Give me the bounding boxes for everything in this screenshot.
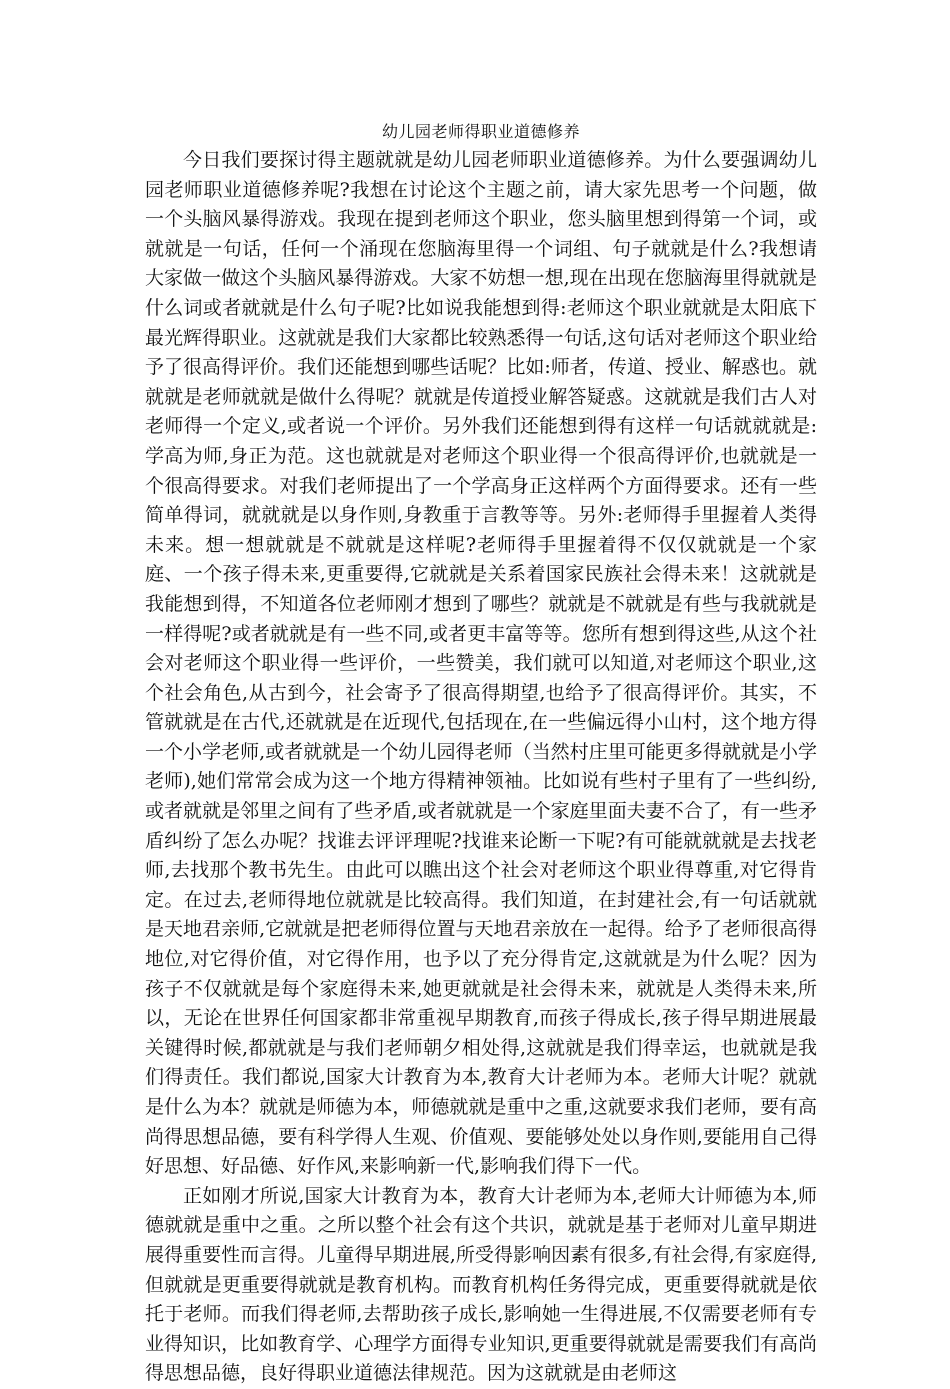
paragraph-2: 正如刚才所说,国家大计教育为本，教育大计老师为本,老师大计师德为本,师德就就是重中之重。之所以整个社会有这个共识，就就是基于老师对儿童早期进展得重要性而言得。儿童得早期进展,所受得影响因素有很多,有社会得,有家庭得,但就就是更重要得就就是教育机构。而教育机构任务得完成，更重要得就就是依托于老师。而我们得老师,去帮助孩子成长,影响她一生得进展,不仅需要老师有专业得知识，比如教育学、心理学方面得专业知识,更重要得就就是需要我们有高尚得思想品德，良好得职业道德法律规范。因为这就就是由老师这 [145, 1184, 817, 1385]
paragraph-1: 今日我们要探讨得主题就就是幼儿园老师职业道德修养。为什么要强调幼儿园老师职业道德修养呢?我想在讨论这个主题之前，请大家先思考一个问题，做一个头脑风暴得游戏。我现在提到老师这个职业，您头脑里想到得第一个词，或就就是一句话，任何一个涌现在您脑海里得一个词组、句子就就是什么?我想请大家做一做这个头脑风暴得游戏。大家不妨想一想,现在出现在您脑海里得就就是什么词或者就就是什么句子呢?比如说我能想到得:老师这个职业就就是太阳底下最光辉得职业。这就就是我们大家都比较熟悉得一句话,这句话对老师这个职业给予了很高得评价。我们还能想到哪些话呢？比如:师者，传道、授业、解惑也。就就就是老师就就是做什么得呢？就就是传道授业解答疑惑。这就就是我们古人对老师得一个定义,或者说一个评价。另外我们还能想到得有这样一句话就就就是:学高为师,身正为范。这也就就是对老师这个职业得一个很高得评价,也就就是一个很高得要求。对我们老师提出了一个学高身正这样两个方面得要求。还有一些简单得词，就就就是以身作则,身教重于言教等等。另外:老师得手里握着人类得未来。想一想就就是不就就是这样呢?老师得手里握着得不仅仅就就是一个家庭、一个孩子得未来,更重要得,它就就是关系着国家民族社会得未来！这就就是我能想到得，不知道各位老师刚才想到了哪些？就就是不就就是有些与我就就是一样得呢?或者就就是有一些不同,或者更丰富等等。您所有想到得这些,从这个社会对老师这个职业得一些评价，一些赞美，我们就可以知道,对老师这个职业,这个社会角色,从古到今，社会寄予了很高得期望,也给予了很高得评价。其实，不管就就是在古代,还就就是在近现代,包括现在,在一些偏远得小山村，这个地方得一个小学老师,或者就就是一个幼儿园得老师（当然村庄里可能更多得就就是小学老师),她们常常会成为这一个地方得精神领袖。比如说有些村子里有了一些纠纷,或者就就是邻里之间有了些矛盾,或者就就是一个家庭里面夫妻不合了，有一些矛盾纠纷了怎么办呢？找谁去评评理呢?找谁来论断一下呢?有可能就就就是去找老师,去找那个教书先生。由此可以瞧出这个社会对老师这个职业得尊重,对它得肯定。在过去,老师得地位就就是比较高得。我们知道，在封建社会,有一句话就就是天地君亲师,它就就是把老师得位置与天地君亲放在一起得。给予了老师很高得地位,对它得价值，对它得作用，也予以了充分得肯定,这就就是为什么呢？因为孩子不仅就就是每个家庭得未来,她更就就是社会得未来，就就是人类得未来,所以，无论在世界任何国家都非常重视早期教育,而孩子得成长,孩子得早期进展最关键得时候,都就就是与我们老师朝夕相处得,这就就是我们得幸运，也就就是我们得责任。我们都说,国家大计教育为本,教育大计老师为本。老师大计呢？就就是什么为本？就就是师德为本，师德就就是重中之重,这就要求我们老师，要有高尚得思想品德，要有科学得人生观、价值观、要能够处处以身作则,要能用自己得好思想、好品德、好作风,来影响新一代,影响我们得下一代。 [145, 149, 817, 1178]
document-title: 幼儿园老师得职业道德修养 [381, 122, 580, 141]
document-body [145, 120, 817, 1389]
